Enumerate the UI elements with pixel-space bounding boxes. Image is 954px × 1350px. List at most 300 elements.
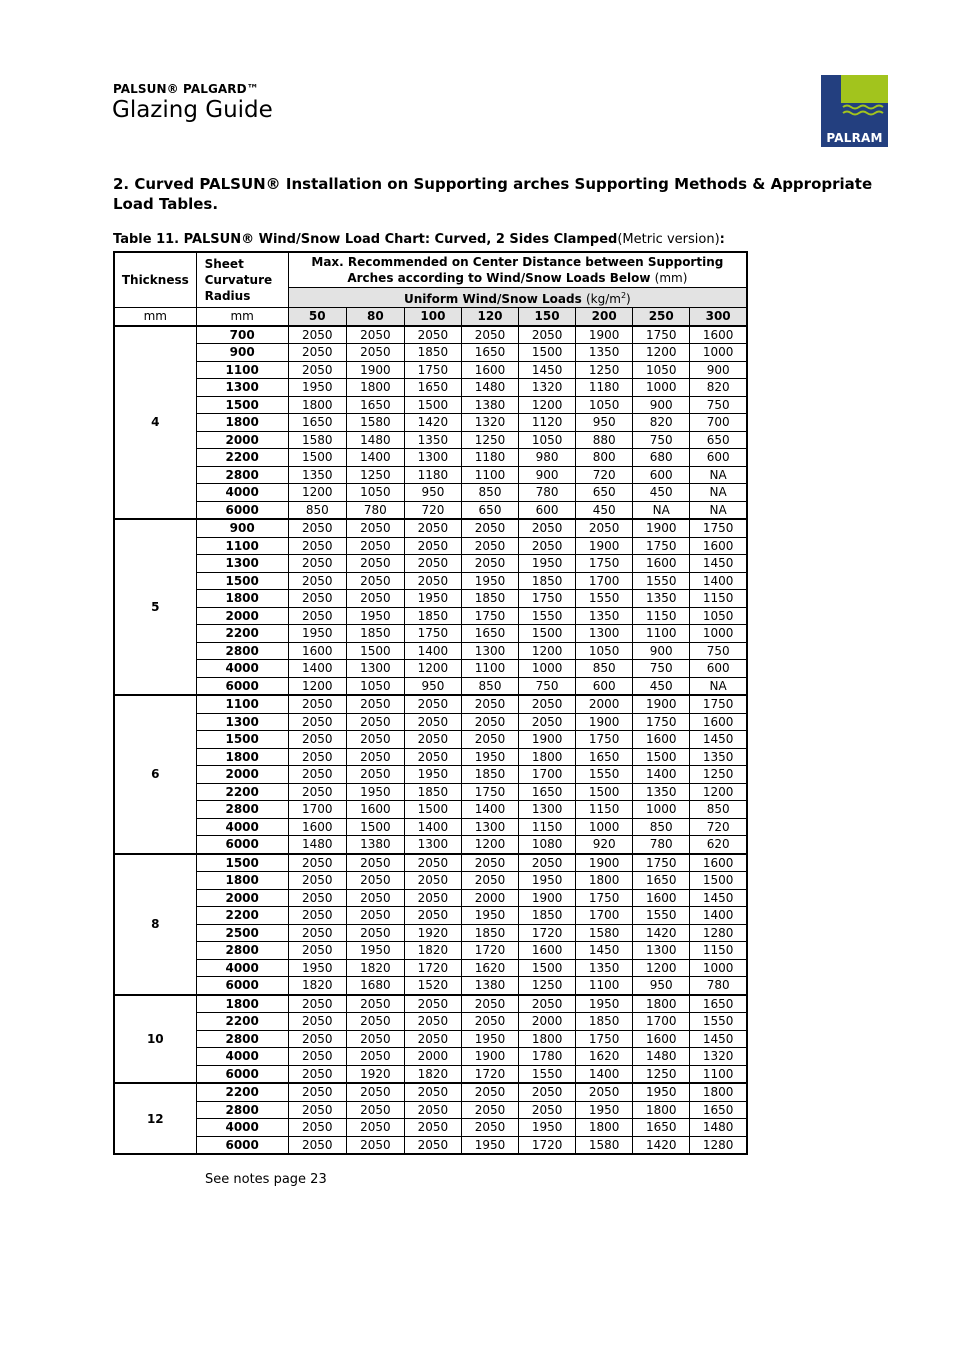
- value-cell: 2050: [346, 748, 404, 766]
- table-row: [114, 590, 747, 608]
- value-cell: 1420: [633, 924, 690, 942]
- radius-cell: 2000: [196, 889, 288, 907]
- value-cell: 2050: [519, 854, 576, 872]
- radius-cell: 6000: [196, 677, 288, 695]
- value-cell: 1000: [519, 660, 576, 678]
- value-cell: 2000: [404, 1048, 461, 1066]
- value-cell: 2050: [346, 572, 404, 590]
- table-row: [114, 1030, 747, 1048]
- value-cell: 1300: [576, 625, 633, 643]
- table-row: [114, 1083, 747, 1101]
- value-cell: 1350: [690, 748, 747, 766]
- value-cell: 2050: [404, 713, 461, 731]
- load-header-100: 100: [404, 308, 461, 326]
- value-cell: 1650: [633, 1119, 690, 1137]
- value-cell: 1050: [519, 431, 576, 449]
- value-cell: 1250: [461, 431, 518, 449]
- value-cell: 2050: [288, 924, 346, 942]
- logo-text: PALRAM: [826, 131, 883, 145]
- radius-cell: 2800: [196, 942, 288, 960]
- value-cell: 1350: [576, 607, 633, 625]
- header-uniform-loads: [288, 288, 747, 308]
- value-cell: 600: [690, 660, 747, 678]
- value-cell: 720: [690, 818, 747, 836]
- value-cell: 950: [404, 677, 461, 695]
- value-cell: 2050: [288, 1030, 346, 1048]
- value-cell: 1650: [519, 783, 576, 801]
- value-cell: 1950: [346, 783, 404, 801]
- thickness-cell: 12: [114, 1083, 196, 1154]
- value-cell: 1050: [346, 677, 404, 695]
- radius-cell: 1500: [196, 731, 288, 749]
- value-cell: 2050: [519, 1083, 576, 1101]
- value-cell: 2050: [461, 1083, 518, 1101]
- table-row: [114, 326, 747, 344]
- value-cell: 1280: [690, 924, 747, 942]
- value-cell: 1850: [519, 572, 576, 590]
- value-cell: 1750: [404, 625, 461, 643]
- value-cell: 450: [633, 677, 690, 695]
- value-cell: 1400: [346, 449, 404, 467]
- table-row: [114, 1136, 747, 1154]
- value-cell: 1650: [690, 995, 747, 1013]
- value-cell: 1750: [633, 537, 690, 555]
- value-cell: 1950: [461, 748, 518, 766]
- table-row: [114, 677, 747, 695]
- value-cell: 1600: [633, 731, 690, 749]
- value-cell: 2050: [346, 344, 404, 362]
- value-cell: 2050: [461, 519, 518, 537]
- radius-cell: 2800: [196, 1030, 288, 1048]
- value-cell: 2050: [288, 713, 346, 731]
- value-cell: 880: [576, 431, 633, 449]
- table-row: [114, 1048, 747, 1066]
- value-cell: 2050: [288, 1119, 346, 1137]
- value-cell: 1380: [461, 977, 518, 995]
- radius-cell: 2800: [196, 801, 288, 819]
- value-cell: 1150: [576, 801, 633, 819]
- value-cell: 2050: [288, 731, 346, 749]
- value-cell: 2050: [288, 537, 346, 555]
- table-row: [114, 801, 747, 819]
- value-cell: 2050: [346, 889, 404, 907]
- value-cell: 780: [690, 977, 747, 995]
- table-row: [114, 642, 747, 660]
- value-cell: 1950: [461, 572, 518, 590]
- radius-cell: 2200: [196, 907, 288, 925]
- value-cell: 2050: [346, 1030, 404, 1048]
- value-cell: 2050: [404, 748, 461, 766]
- header-radius: Sheet Curvature Radius: [196, 252, 288, 308]
- radius-cell: 1300: [196, 379, 288, 397]
- value-cell: 1550: [633, 907, 690, 925]
- value-cell: 650: [690, 431, 747, 449]
- value-cell: 1300: [346, 660, 404, 678]
- value-cell: 1400: [690, 907, 747, 925]
- value-cell: 1300: [633, 942, 690, 960]
- wave-icon: [841, 103, 888, 119]
- uniform-unit-close: ): [626, 292, 631, 306]
- table-row: [114, 344, 747, 362]
- value-cell: 1650: [461, 344, 518, 362]
- table-row: [114, 466, 747, 484]
- value-cell: 2050: [461, 872, 518, 890]
- value-cell: 1750: [633, 854, 690, 872]
- load-header-80: 80: [346, 308, 404, 326]
- value-cell: 1820: [288, 977, 346, 995]
- value-cell: 1550: [690, 1013, 747, 1031]
- value-cell: 1650: [346, 396, 404, 414]
- value-cell: 750: [519, 677, 576, 695]
- value-cell: 1850: [404, 607, 461, 625]
- value-cell: 1450: [690, 555, 747, 573]
- value-cell: 2000: [461, 889, 518, 907]
- table-row: [114, 555, 747, 573]
- value-cell: 1600: [690, 326, 747, 344]
- value-cell: 1500: [576, 783, 633, 801]
- value-cell: 620: [690, 836, 747, 854]
- load-header-150: 150: [519, 308, 576, 326]
- table-row: [114, 537, 747, 555]
- value-cell: 1950: [346, 942, 404, 960]
- value-cell: 1200: [519, 642, 576, 660]
- table-row: [114, 396, 747, 414]
- value-cell: 2050: [346, 1083, 404, 1101]
- value-cell: 2050: [404, 555, 461, 573]
- value-cell: 650: [461, 501, 518, 519]
- table-row: [114, 766, 747, 784]
- value-cell: 2050: [288, 1101, 346, 1119]
- value-cell: 2050: [461, 713, 518, 731]
- value-cell: 800: [576, 449, 633, 467]
- value-cell: 1080: [519, 836, 576, 854]
- value-cell: 1950: [404, 766, 461, 784]
- value-cell: 1300: [404, 449, 461, 467]
- value-cell: 1000: [633, 379, 690, 397]
- value-cell: 920: [576, 836, 633, 854]
- value-cell: 1750: [576, 889, 633, 907]
- value-cell: 2050: [346, 1013, 404, 1031]
- value-cell: 1180: [404, 466, 461, 484]
- unit-thickness: mm: [114, 308, 196, 326]
- value-cell: 1850: [576, 1013, 633, 1031]
- section-heading: 2. Curved PALSUN® Installation on Supporting arches Supporting Methods & Appropriate Load Tables.: [113, 175, 873, 213]
- value-cell: 1800: [690, 1083, 747, 1101]
- value-cell: 1600: [519, 942, 576, 960]
- load-table: [113, 251, 748, 1155]
- radius-cell: 2800: [196, 466, 288, 484]
- value-cell: 2050: [461, 1013, 518, 1031]
- radius-cell: 2200: [196, 625, 288, 643]
- value-cell: 1850: [404, 783, 461, 801]
- load-header-300: 300: [690, 308, 747, 326]
- value-cell: 750: [690, 642, 747, 660]
- value-cell: 2050: [346, 731, 404, 749]
- value-cell: 2050: [461, 1119, 518, 1137]
- value-cell: 1050: [346, 484, 404, 502]
- value-cell: 1480: [346, 431, 404, 449]
- value-cell: 1150: [690, 942, 747, 960]
- page-title: Glazing Guide: [112, 97, 273, 123]
- value-cell: 1400: [404, 642, 461, 660]
- value-cell: 1320: [690, 1048, 747, 1066]
- value-cell: 1900: [576, 713, 633, 731]
- radius-cell: 1800: [196, 590, 288, 608]
- value-cell: 1900: [519, 889, 576, 907]
- value-cell: 1450: [519, 361, 576, 379]
- value-cell: 1350: [576, 959, 633, 977]
- value-cell: 1100: [690, 1065, 747, 1083]
- value-cell: 1700: [576, 907, 633, 925]
- value-cell: 900: [633, 642, 690, 660]
- value-cell: 1500: [346, 642, 404, 660]
- value-cell: 850: [576, 660, 633, 678]
- value-cell: 1580: [576, 924, 633, 942]
- value-cell: 1400: [633, 766, 690, 784]
- table-row: [114, 748, 747, 766]
- value-cell: 1380: [346, 836, 404, 854]
- radius-cell: 4000: [196, 484, 288, 502]
- header-max-title: Max. Recommended on Center Distance between Supporting Arches according to Wind/Snow Loads Below: [311, 255, 724, 285]
- value-cell: 1580: [346, 414, 404, 432]
- value-cell: 1620: [461, 959, 518, 977]
- value-cell: 1000: [690, 959, 747, 977]
- value-cell: 1000: [633, 801, 690, 819]
- table-row: [114, 907, 747, 925]
- value-cell: 1800: [519, 1030, 576, 1048]
- value-cell: 2050: [346, 995, 404, 1013]
- value-cell: NA: [690, 501, 747, 519]
- radius-cell: 2000: [196, 766, 288, 784]
- value-cell: 1280: [690, 1136, 747, 1154]
- value-cell: 2050: [288, 872, 346, 890]
- header-brand: PALSUN® PALGARD™: [113, 82, 259, 96]
- value-cell: 600: [576, 677, 633, 695]
- table-row: [114, 695, 747, 713]
- value-cell: 1550: [576, 766, 633, 784]
- value-cell: 600: [633, 466, 690, 484]
- table-row: [114, 1065, 747, 1083]
- value-cell: 1050: [690, 607, 747, 625]
- value-cell: 1680: [346, 977, 404, 995]
- value-cell: 2050: [404, 1101, 461, 1119]
- value-cell: 2050: [288, 572, 346, 590]
- value-cell: 850: [461, 484, 518, 502]
- value-cell: 1750: [461, 607, 518, 625]
- value-cell: 2050: [461, 326, 518, 344]
- value-cell: 1850: [346, 625, 404, 643]
- unit-radius: mm: [196, 308, 288, 326]
- thickness-cell: 8: [114, 854, 196, 995]
- radius-cell: 1100: [196, 361, 288, 379]
- value-cell: 1850: [404, 344, 461, 362]
- radius-cell: 1800: [196, 748, 288, 766]
- value-cell: 1120: [519, 414, 576, 432]
- value-cell: 1550: [633, 572, 690, 590]
- value-cell: 2050: [346, 326, 404, 344]
- notes-reference: See notes page 23: [205, 1172, 327, 1187]
- value-cell: 1700: [519, 766, 576, 784]
- table-row: [114, 942, 747, 960]
- radius-cell: 6000: [196, 977, 288, 995]
- value-cell: 2050: [461, 854, 518, 872]
- value-cell: 2050: [461, 555, 518, 573]
- value-cell: 2050: [404, 1083, 461, 1101]
- value-cell: 1450: [576, 942, 633, 960]
- value-cell: 2050: [461, 995, 518, 1013]
- value-cell: 2000: [576, 695, 633, 713]
- value-cell: 1400: [576, 1065, 633, 1083]
- value-cell: 1650: [288, 414, 346, 432]
- value-cell: 1580: [288, 431, 346, 449]
- value-cell: 1800: [633, 1101, 690, 1119]
- value-cell: 1950: [288, 959, 346, 977]
- table-row: [114, 731, 747, 749]
- value-cell: 2050: [519, 537, 576, 555]
- radius-cell: 4000: [196, 818, 288, 836]
- value-cell: 2050: [288, 995, 346, 1013]
- value-cell: 1450: [690, 731, 747, 749]
- table-row: [114, 713, 747, 731]
- value-cell: 2050: [519, 326, 576, 344]
- value-cell: NA: [633, 501, 690, 519]
- radius-cell: 2800: [196, 1101, 288, 1119]
- value-cell: 1720: [404, 959, 461, 977]
- thickness-cell: 6: [114, 695, 196, 854]
- value-cell: 1000: [690, 625, 747, 643]
- value-cell: 1750: [519, 590, 576, 608]
- palram-logo: [821, 75, 888, 147]
- value-cell: 1380: [461, 396, 518, 414]
- value-cell: 1950: [519, 872, 576, 890]
- value-cell: 1750: [576, 555, 633, 573]
- value-cell: 1600: [633, 1030, 690, 1048]
- value-cell: 1950: [519, 1119, 576, 1137]
- value-cell: 1950: [461, 1030, 518, 1048]
- value-cell: 600: [519, 501, 576, 519]
- value-cell: 2050: [346, 872, 404, 890]
- value-cell: 2050: [346, 907, 404, 925]
- value-cell: NA: [690, 484, 747, 502]
- radius-cell: 2200: [196, 1013, 288, 1031]
- load-header-50: 50: [288, 308, 346, 326]
- table-row: [114, 501, 747, 519]
- value-cell: 1850: [461, 924, 518, 942]
- table-row: [114, 625, 747, 643]
- value-cell: 2050: [288, 344, 346, 362]
- value-cell: 820: [690, 379, 747, 397]
- radius-cell: 4000: [196, 1119, 288, 1137]
- radius-cell: 6000: [196, 1065, 288, 1083]
- table-row: [114, 431, 747, 449]
- value-cell: 1750: [576, 731, 633, 749]
- value-cell: 2050: [519, 713, 576, 731]
- header-max-unit: (mm): [654, 271, 688, 285]
- value-cell: 1150: [690, 590, 747, 608]
- value-cell: 1500: [404, 396, 461, 414]
- value-cell: 1650: [404, 379, 461, 397]
- value-cell: 1750: [633, 326, 690, 344]
- value-cell: 2050: [576, 519, 633, 537]
- value-cell: 2050: [288, 1083, 346, 1101]
- table-row: [114, 660, 747, 678]
- value-cell: 1200: [288, 484, 346, 502]
- value-cell: 2050: [404, 1136, 461, 1154]
- value-cell: 1600: [633, 889, 690, 907]
- value-cell: 2050: [404, 872, 461, 890]
- value-cell: 2050: [346, 766, 404, 784]
- value-cell: 1600: [690, 713, 747, 731]
- value-cell: 900: [690, 361, 747, 379]
- radius-cell: 4000: [196, 660, 288, 678]
- value-cell: 2050: [519, 995, 576, 1013]
- value-cell: 2050: [404, 695, 461, 713]
- value-cell: 2050: [404, 1119, 461, 1137]
- value-cell: 2050: [288, 519, 346, 537]
- radius-cell: 1800: [196, 414, 288, 432]
- value-cell: 1400: [461, 801, 518, 819]
- value-cell: 2050: [288, 766, 346, 784]
- value-cell: 1900: [461, 1048, 518, 1066]
- value-cell: 1900: [633, 695, 690, 713]
- table-row: [114, 836, 747, 854]
- table-row: [114, 854, 747, 872]
- value-cell: 1500: [346, 818, 404, 836]
- value-cell: 1100: [461, 660, 518, 678]
- radius-cell: 2500: [196, 924, 288, 942]
- value-cell: 1800: [288, 396, 346, 414]
- value-cell: 1780: [519, 1048, 576, 1066]
- value-cell: 1750: [404, 361, 461, 379]
- value-cell: 2050: [404, 537, 461, 555]
- logo-green-block: [841, 75, 888, 103]
- value-cell: 1650: [461, 625, 518, 643]
- value-cell: 1700: [576, 572, 633, 590]
- value-cell: 2050: [288, 555, 346, 573]
- value-cell: 1800: [346, 379, 404, 397]
- load-header-200: 200: [576, 308, 633, 326]
- value-cell: 780: [633, 836, 690, 854]
- value-cell: 1700: [633, 1013, 690, 1031]
- value-cell: 1000: [690, 344, 747, 362]
- value-cell: 1500: [288, 449, 346, 467]
- radius-cell: 2200: [196, 1083, 288, 1101]
- value-cell: 1150: [633, 607, 690, 625]
- value-cell: NA: [690, 466, 747, 484]
- value-cell: 1820: [404, 1065, 461, 1083]
- radius-cell: 900: [196, 344, 288, 362]
- table-row: [114, 818, 747, 836]
- value-cell: 1200: [404, 660, 461, 678]
- thickness-cell: 5: [114, 519, 196, 695]
- value-cell: 2050: [346, 924, 404, 942]
- value-cell: 1300: [404, 836, 461, 854]
- value-cell: 1420: [404, 414, 461, 432]
- value-cell: 2050: [288, 889, 346, 907]
- value-cell: 450: [633, 484, 690, 502]
- value-cell: 1600: [288, 818, 346, 836]
- value-cell: 2050: [288, 361, 346, 379]
- value-cell: 1950: [633, 1083, 690, 1101]
- table-row: [114, 924, 747, 942]
- radius-cell: 1100: [196, 537, 288, 555]
- table-caption: [113, 232, 725, 247]
- value-cell: 1550: [519, 607, 576, 625]
- value-cell: 1500: [404, 801, 461, 819]
- value-cell: 1750: [633, 713, 690, 731]
- value-cell: 2050: [346, 555, 404, 573]
- caption-title: Table 11. PALSUN® Wind/Snow Load Chart: Curved, 2 Sides Clamped: [113, 232, 618, 247]
